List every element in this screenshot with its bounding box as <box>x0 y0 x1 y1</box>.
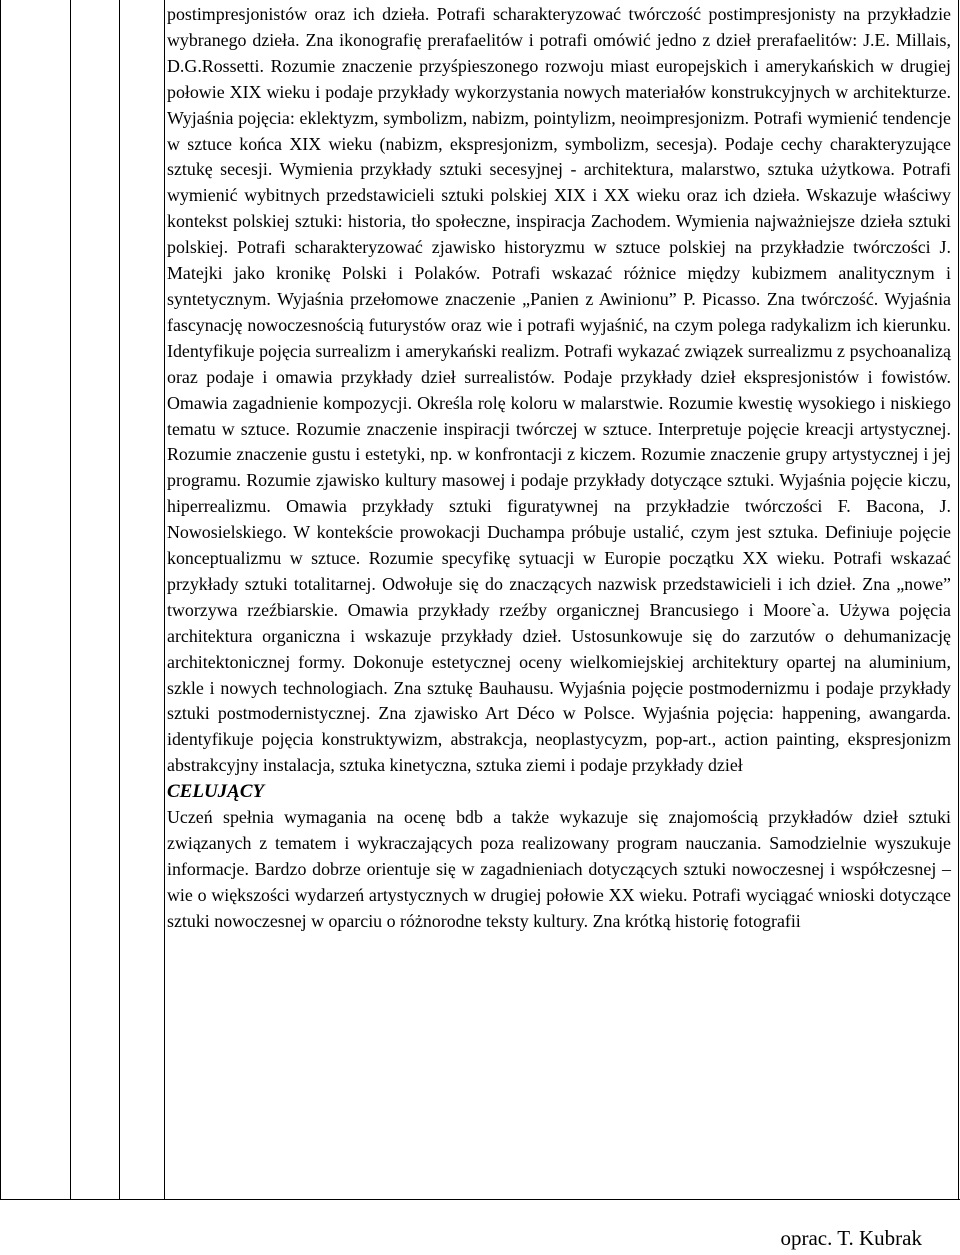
grade-heading: CELUJĄCY <box>167 781 265 803</box>
table-border-bottom <box>0 1199 960 1200</box>
author-footer: oprac. T. Kubrak <box>780 1226 922 1250</box>
requirements-paragraph: postimpresjonistów oraz ich dzieła. Potrafi scharakteryzować twórczość postimpresjonisty na przykładzie wybranego dzieła. Zna ikonografię prerafaelitów i potrafi omówić jedno z dzieł prerafaelitów: J.E. Millais, D.G.Rossetti. Rozumie znaczenie przyśpieszonego rozwoju miast europejskich i amerykańskich w drugiej połowie XIX wieku i podaje przykłady wykorzystania nowych materiałów konstrukcyjnych w architekturze. Wyjaśnia pojęcia: eklektyzm, symbolizm, nabizm, pointylizm, neoimpresjonizm. Potrafi wymienić tendencje w sztuce końca XIX wieku (nabizm, ekspresjonizm, symbolizm, secesja). Podaje cechy charakteryzujące sztukę secesji. Wymienia przykłady sztuki secesyjnej - architektura, malarstwo, sztuka użytkowa. Potrafi wymienić wybitnych przedstawicieli sztuki polskiej XIX i XX wieku oraz ich dzieła. Wskazuje właściwy kontekst polskiej sztuki: historia, tło społeczne, inspiracja Zachodem. Wymienia najważniejsze dzieła sztuki polskiej. Potrafi scharakteryzować zjawisko historyzmu w sztuce polskiej na przykładzie twórczości J. Matejki jako kronikę Polski i Polaków. Potrafi wskazać różnice między kubizmem analitycznym i syntetycznym. Wyjaśnia przełomowe znaczenie „Panien z Awinionu” P. Picasso. Zna twórczość. Wyjaśnia fascynację nowoczesnością futurystów oraz wie i potrafi wyjaśnić, na czym polega radykalizm ich kierunku. Identyfikuje pojęcia surrealizm i amerykański realizm. Potrafi wykazać związek surrealizmu z psychoanalizą oraz podaje i omawia przykłady dzieł surrealistów. Podaje przykłady dzieł ekspresjonistów i fowistów. Omawia zagadnienie kompozycji. Określa rolę koloru w malarstwie. Rozumie kwestię wysokiego i niskiego tematu w sztuce. Rozumie znaczenie inspiracji twórczej w sztuce. Interpretuje pojęcie kreacji artystycznej. Rozumie znaczenie gustu i estetyki, np. w konfrontacji z kiczem. Rozumie znaczenie grupy artystycznej i jej programu. Rozumie zjawisko kultury masowej i podaje przykłady dotyczące sztuki. Wyjaśnia pojęcie kiczu, hiperrealizmu. Omawia przykłady sztuki figuratywnej na przykładzie twórczości F. Bacona, J. Nowosielskiego. W kontekście prowokacji Duchampa próbuje ustalić, czym jest sztuka. Definiuje pojęcie konceptualizmu w sztuce. Rozumie specyfikę sytuacji w Europie początku XX wieku. Potrafi wskazać przykłady sztuki totalitarnej. Odwołuje się do znaczących nazwisk przedstawicieli i ich dzieł. Zna „nowe” tworzywa rzeźbiarskie. Omawia przykłady rzeźby organicznej Brancusiego i Moore`a. Używa pojęcia architektura organiczna i wskazuje przykłady dzieł. Ustosunkowuje się do zarzutów o dehumanizację architektonicznej formy. Dokonuje estetycznej oceny wielkomiejskiej architektury opartej na aluminium, szkle i nowych technologiach. Zna sztukę Bauhausu. Wyjaśnia pojęcie postmodernizmu i podaje przykłady sztuki postmodernistycznej. Zna zjawisko Art Déco w Polsce. Wyjaśnia pojęcia: happening, awangarda. identyfikuje pojęcia konstruktywizm, abstrakcja, neoplastycyzm, pop-art., action painting, ekspresjonizm abstrakcyjny instalacja, sztuka kinetyczna, sztuka ziemi i podaje przykłady dzieł <box>167 4 951 776</box>
table-border-left <box>0 0 1 1200</box>
table-column-divider <box>119 0 120 1200</box>
requirements-cell <box>167 2 951 935</box>
grade-description: Uczeń spełnia wymagania na ocenę bdb a także wykazuje się znajomością przykładów dzieł sztuki związanych z tematem i wykraczających poza realizowany program nauczania. Samodzielnie wyszukuje informacje. Bardzo dobrze orientuje się w zagadnieniach dotyczących sztuki nowoczesnej i współczesnej – wie o większości wydarzeń artystycznych w drugiej połowie XX wieku. Potrafi wyciągać wnioski dotyczące sztuki nowoczesnej w oparciu o różnorodne teksty kultury. Zna krótką historię fotografii <box>167 807 951 931</box>
table-border-right <box>958 0 959 1200</box>
table-column-divider <box>164 0 165 1200</box>
table-column-divider <box>70 0 71 1200</box>
